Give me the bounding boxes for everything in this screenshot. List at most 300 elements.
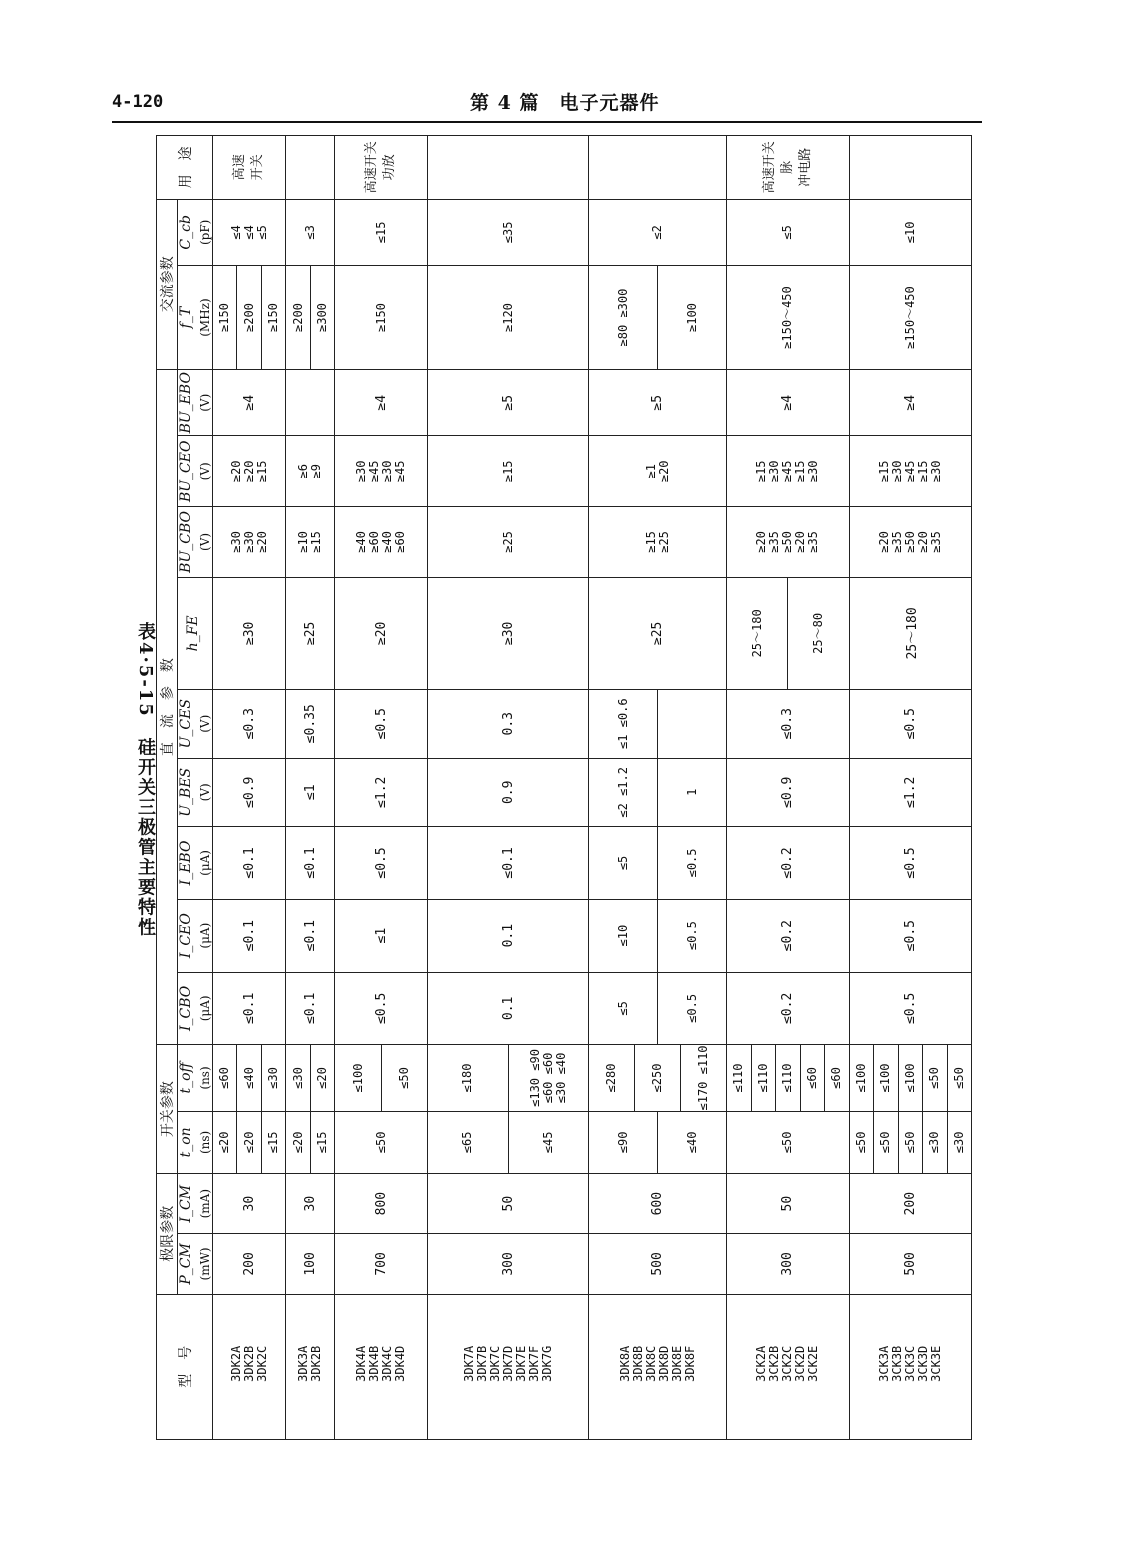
buceo-value: ≥30: [889, 460, 904, 483]
models-value: 3CK3E: [928, 1345, 943, 1382]
toff-cell: [286, 1045, 335, 1111]
ubes-cell: ≤1.2: [849, 758, 971, 827]
usage-heading: 用 途: [157, 136, 213, 200]
column-iebo-heading: [178, 827, 213, 900]
model-cell: [286, 1294, 335, 1439]
dc-params-heading: 直 流 参 数: [157, 369, 178, 1044]
buceo-value: ≥45: [902, 460, 917, 483]
models-value: 3CK3B: [889, 1345, 904, 1382]
ccb-value: ≤35: [500, 221, 515, 244]
pcm-cell: 100: [286, 1234, 335, 1294]
ton-value: ≤20: [290, 1131, 305, 1154]
usage-cell: [588, 136, 726, 200]
bucbo-value: ≥15: [309, 531, 324, 553]
buebo-cell: ≥5: [428, 369, 589, 435]
ft-cell: [335, 266, 428, 370]
ubes-cell: ≤1: [286, 758, 335, 827]
ton-value: ≤90: [615, 1131, 630, 1154]
ubes-cell: ≤0.9: [213, 758, 286, 827]
ft-value: ≥80 ≥300: [615, 288, 630, 347]
icm-unit: (mA): [198, 1188, 212, 1219]
ton-value: ≤20: [236, 1112, 260, 1173]
usage-value: 高速开关脉: [761, 141, 795, 194]
page-title: 第 4 篇 电子元器件: [470, 92, 660, 114]
ubes-value: 1: [657, 759, 726, 827]
buceo-value: ≥30: [928, 460, 943, 483]
toff-unit: (ns): [198, 1066, 212, 1090]
buebo-cell: ≥4: [727, 369, 849, 435]
model-cell: [849, 1294, 971, 1439]
pcm-cell: 300: [727, 1234, 849, 1294]
ton-cell: [849, 1111, 971, 1173]
buceo-cell: [727, 436, 849, 507]
models-value: 3CK3D: [915, 1345, 930, 1382]
toff-cell: [428, 1045, 589, 1111]
bucbo-cell: [335, 507, 428, 578]
table-row: [335, 136, 428, 1440]
buceo-value: ≥45: [393, 460, 408, 483]
header-rule: [112, 121, 982, 123]
hfe-cell: 25～180: [849, 577, 971, 689]
uces-value: ≤1 ≤0.6: [615, 698, 630, 750]
iebo-symbol: I_EBO: [178, 840, 194, 886]
buceo-value: ≥1: [643, 464, 658, 479]
ft-value: ≥150: [261, 266, 285, 369]
bucbo-cell: [213, 507, 286, 578]
ccb-cell: [286, 199, 335, 265]
iceo-cell: 0.1: [428, 899, 589, 972]
models-value: 3DK4B: [367, 1345, 382, 1382]
bucbo-value: ≥35: [928, 531, 943, 553]
ubes-value: ≤2 ≤1.2: [615, 767, 630, 818]
iceo-value: ≤0.5: [657, 900, 726, 972]
pcm-cell: 300: [428, 1234, 589, 1294]
toff-cell: [727, 1045, 849, 1111]
bucbo-value: ≥30: [241, 531, 256, 553]
iceo-cell: ≤0.2: [727, 899, 849, 972]
hfe-cell: ≥25: [286, 577, 335, 689]
icm-cell: 50: [428, 1174, 589, 1234]
bucbo-value: ≥60: [367, 531, 382, 553]
column-iceo-heading: [178, 899, 213, 972]
buceo-cell: [213, 436, 286, 507]
uces-cell: ≤0.3: [213, 689, 286, 758]
ccb-cell: [727, 199, 849, 265]
buceo-symbol: BU_CEO: [178, 440, 194, 503]
iebo-value: ≤5: [615, 855, 630, 871]
models-value: 3DK8A: [617, 1345, 632, 1382]
ccb-unit: (pF): [198, 219, 212, 246]
buceo-cell: [428, 436, 589, 507]
icbo-cell: [588, 972, 726, 1045]
models-value: 3DK8E: [669, 1345, 684, 1382]
toff-cell: [588, 1045, 726, 1111]
hfe-value: 25～180: [749, 609, 764, 658]
bucbo-value: ≥25: [656, 531, 671, 553]
usage-cell: [428, 136, 589, 200]
icm-cell: 200: [849, 1174, 971, 1234]
models-value: 3CK2E: [806, 1345, 821, 1382]
ccb-symbol: C_cb: [178, 215, 194, 250]
toff-value: ≤20: [310, 1045, 334, 1110]
models-value: 3DK8B: [630, 1345, 645, 1382]
bucbo-value: ≥20: [793, 531, 808, 553]
buebo-cell: ≥4: [335, 369, 428, 435]
iebo-cell: ≤0.1: [213, 827, 286, 900]
column-ubes-heading: [178, 758, 213, 827]
bucbo-value: ≥35: [889, 531, 904, 553]
toff-value: ≤60: [824, 1045, 848, 1110]
column-icm-heading: [178, 1174, 213, 1234]
column-buebo-heading: [178, 369, 213, 435]
buebo-symbol: BU_EBO: [178, 372, 194, 434]
icbo-cell: 0.1: [428, 972, 589, 1045]
ft-cell: [428, 266, 589, 370]
table-row: [849, 136, 971, 1440]
usage-cell: [727, 136, 849, 200]
icm-cell: 50: [727, 1174, 849, 1234]
ton-cell: [428, 1111, 589, 1173]
model-heading: 型 号: [157, 1294, 213, 1439]
buceo-value: ≥20: [228, 460, 243, 483]
column-bucbo-heading: [178, 507, 213, 578]
icm-cell: 600: [588, 1174, 726, 1234]
table-row: [286, 136, 335, 1440]
iceo-cell: ≤0.1: [213, 899, 286, 972]
usage-value: 高速: [232, 154, 248, 181]
toff-cell: [849, 1045, 971, 1111]
iceo-symbol: I_CEO: [178, 913, 194, 959]
column-ft-heading: [178, 266, 213, 370]
bucbo-cell: [849, 507, 971, 578]
buceo-cell: [286, 436, 335, 507]
models-value: 3DK4A: [354, 1345, 369, 1382]
buceo-value: ≥45: [367, 460, 382, 483]
uces-unit: (V): [198, 714, 212, 733]
switch-params-heading: 开关参数: [157, 1045, 178, 1174]
bucbo-cell: [588, 507, 726, 578]
models-value: 3DK2A: [228, 1345, 243, 1382]
ft-value: ≥200: [236, 266, 260, 369]
buceo-cell: [588, 436, 726, 507]
toff-cell: [335, 1045, 428, 1111]
buceo-value: ≥20: [656, 460, 671, 483]
buceo-value: ≥30: [767, 460, 782, 483]
models-value: 3CK2A: [754, 1345, 769, 1382]
hfe-cell: [727, 577, 849, 689]
buceo-value: ≥45: [780, 460, 795, 483]
uces-cell: [588, 689, 726, 758]
usage-value: 功放: [382, 154, 398, 181]
model-cell: [335, 1294, 428, 1439]
bucbo-cell: [286, 507, 335, 578]
column-hfe-heading: [178, 577, 213, 689]
ft-value: ≥200: [290, 303, 305, 332]
iceo-unit: (μA): [198, 922, 212, 949]
buceo-value: ≥9: [309, 464, 324, 479]
model-cell: [727, 1294, 849, 1439]
uces-cell: 0.3: [428, 689, 589, 758]
ccb-cell: [588, 199, 726, 265]
ac-params-heading: 交流参数: [157, 199, 178, 369]
transistor-spec-table: [156, 135, 972, 1440]
iebo-cell: ≤0.2: [727, 827, 849, 900]
usage-cell: [849, 136, 971, 200]
ton-cell: [727, 1111, 849, 1173]
column-ccb-heading: [178, 199, 213, 265]
ton-unit: (ns): [198, 1130, 212, 1155]
limit-params-heading: 极限参数: [157, 1174, 178, 1295]
ubes-cell: ≤1.2: [335, 758, 428, 827]
toff-value: ≤180: [460, 1063, 475, 1093]
toff-value: ≤280: [603, 1063, 618, 1093]
toff-value: ≤110: [751, 1045, 775, 1110]
usage-value: 高速开关: [364, 141, 380, 194]
model-cell: [588, 1294, 726, 1439]
buebo-cell: ≥4: [849, 369, 971, 435]
ccb-value: ≤4: [228, 225, 243, 240]
pcm-symbol: P_CM: [178, 1243, 194, 1285]
uces-value: [657, 690, 726, 758]
usage-cell: [335, 136, 428, 200]
bucbo-value: ≥35: [767, 531, 782, 553]
toff-value: ≤50: [922, 1045, 947, 1110]
toff-value: ≤100: [873, 1045, 898, 1110]
column-ton-heading: [178, 1111, 213, 1173]
ft-value: ≥100: [657, 266, 726, 369]
pcm-unit: (mW): [198, 1247, 212, 1281]
icbo-symbol: I_CBO: [178, 985, 194, 1032]
uces-symbol: U_CES: [178, 699, 194, 749]
buceo-cell: [335, 436, 428, 507]
models-value: 3DK7E: [513, 1345, 528, 1382]
bucbo-value: ≥40: [380, 531, 395, 553]
iebo-cell: ≤0.5: [335, 827, 428, 900]
ccb-cell: [849, 199, 971, 265]
icbo-cell: ≤0.1: [213, 972, 286, 1045]
ccb-cell: [213, 199, 286, 265]
toff-value: ≤40: [236, 1045, 260, 1110]
uces-cell: ≤0.5: [335, 689, 428, 758]
toff-value: ≤250: [634, 1045, 680, 1110]
ton-value: ≤15: [310, 1112, 334, 1173]
ton-value: ≤50: [873, 1112, 898, 1173]
models-value: 3DK7F: [526, 1345, 541, 1382]
ft-cell: [849, 266, 971, 370]
models-value: 3DK8F: [682, 1345, 697, 1382]
pcm-cell: 200: [213, 1234, 286, 1294]
models-value: 3DK2B: [241, 1345, 256, 1382]
iebo-cell: ≤0.5: [849, 827, 971, 900]
models-value: 3CK2C: [780, 1345, 795, 1382]
buceo-value: ≥6: [296, 464, 311, 479]
column-toff-heading: [178, 1045, 213, 1111]
pcm-cell: 500: [588, 1234, 726, 1294]
buceo-value: ≥15: [793, 460, 808, 483]
ton-value: ≤30: [922, 1112, 947, 1173]
bucbo-value: ≥50: [902, 531, 917, 553]
buceo-value: ≥15: [254, 460, 269, 483]
model-cell: [428, 1294, 589, 1439]
toff-value: ≤100: [350, 1063, 365, 1093]
iebo-cell: ≤0.1: [428, 827, 589, 900]
uces-cell: ≤0.5: [849, 689, 971, 758]
models-value: 3DK3A: [296, 1345, 311, 1382]
iceo-cell: [588, 899, 726, 972]
toff-value: ≤50: [947, 1045, 972, 1110]
models-value: 3DK7A: [461, 1345, 476, 1382]
models-value: 3DK2B: [309, 1345, 324, 1382]
ton-symbol: t_on: [178, 1127, 194, 1158]
bucbo-value: ≥20: [254, 531, 269, 553]
bucbo-cell: [727, 507, 849, 578]
bucbo-value: ≥60: [393, 531, 408, 553]
ccb-value: ≤5: [780, 225, 795, 240]
toff-value: ≤60: [217, 1067, 232, 1089]
buebo-cell: ≥4: [213, 369, 286, 435]
buceo-value: ≥30: [380, 460, 395, 483]
hfe-cell: ≥30: [428, 577, 589, 689]
table-row: [727, 136, 849, 1440]
ubes-cell: 0.9: [428, 758, 589, 827]
buceo-value: ≥30: [806, 460, 821, 483]
models-value: 3DK8C: [643, 1345, 658, 1382]
toff-value: ≤50: [381, 1045, 427, 1110]
ton-cell: [213, 1111, 286, 1173]
column-buceo-heading: [178, 436, 213, 507]
buceo-unit: (V): [198, 462, 212, 481]
column-pcm-heading: [178, 1234, 213, 1294]
ubes-cell: [588, 758, 726, 827]
models-value: 3CK3A: [876, 1345, 891, 1382]
bucbo-value: ≥20: [915, 531, 930, 553]
bucbo-value: ≥15: [643, 531, 658, 553]
ton-value: ≤45: [508, 1112, 588, 1173]
icbo-cell: ≤0.2: [727, 972, 849, 1045]
icbo-value: ≤5: [615, 1001, 630, 1016]
pcm-cell: 500: [849, 1234, 971, 1294]
column-uces-heading: [178, 689, 213, 758]
models-value: 3DK7G: [539, 1345, 554, 1382]
iceo-value: ≤10: [615, 924, 630, 947]
uces-cell: ≤0.35: [286, 689, 335, 758]
ton-cell: [286, 1111, 335, 1173]
ccb-value: ≤5: [254, 225, 269, 240]
iceo-cell: ≤1: [335, 899, 428, 972]
buceo-value: ≥15: [754, 460, 769, 483]
ton-value: ≤30: [947, 1112, 972, 1173]
ubes-unit: (V): [198, 783, 212, 802]
buebo-cell: ≥5: [588, 369, 726, 435]
toff-value: ≤170 ≤110: [680, 1045, 726, 1110]
usage-value: 冲电路: [797, 147, 813, 187]
uces-cell: ≤0.3: [727, 689, 849, 758]
toff-value: ≤110: [775, 1045, 799, 1110]
ft-value: ≥150～450: [902, 286, 917, 349]
ft-cell: [213, 266, 286, 370]
pcm-cell: 700: [335, 1234, 428, 1294]
table-caption: 表4·5-15 硅开关三极管主要特性: [135, 622, 156, 938]
buceo-value: ≥30: [354, 460, 369, 483]
hfe-cell: ≥30: [213, 577, 286, 689]
models-value: 3DK8D: [656, 1345, 671, 1382]
models-value: 3DK2C: [254, 1345, 269, 1382]
toff-value: ≤110: [731, 1063, 746, 1093]
toff-value: ≤130 ≤90 ≤60 ≤60 ≤30 ≤40: [508, 1045, 588, 1110]
bucbo-value: ≥40: [354, 531, 369, 553]
ccb-value: ≤4: [241, 225, 256, 240]
icbo-cell: ≤0.1: [286, 972, 335, 1045]
bucbo-value: ≥30: [228, 531, 243, 553]
ton-value: ≤50: [853, 1131, 868, 1154]
iebo-cell: [588, 827, 726, 900]
ccb-value: ≤2: [650, 225, 665, 240]
toff-value: ≤60: [800, 1045, 824, 1110]
buceo-value: ≥15: [500, 460, 515, 483]
ft-value: ≥150～450: [780, 286, 795, 349]
toff-value: ≤30: [290, 1067, 305, 1089]
models-value: 3DK7B: [474, 1345, 489, 1382]
usage-value: 开关: [250, 154, 266, 181]
model-cell: [213, 1294, 286, 1439]
buceo-value: ≥15: [876, 460, 891, 483]
bucbo-value: ≥25: [500, 531, 515, 553]
ubes-cell: ≤0.9: [727, 758, 849, 827]
bucbo-value: ≥20: [754, 531, 769, 553]
models-value: 3CK3C: [902, 1345, 917, 1382]
ft-symbol: f_T: [178, 306, 194, 329]
models-value: 3CK2D: [793, 1345, 808, 1382]
iebo-unit: (μA): [198, 850, 212, 876]
toff-cell: [213, 1045, 286, 1111]
ton-value: ≤15: [261, 1112, 285, 1173]
ccb-value: ≤3: [302, 225, 317, 240]
ton-value: ≤20: [217, 1131, 232, 1154]
usage-cell: [286, 136, 335, 200]
iceo-cell: ≤0.1: [286, 899, 335, 972]
ft-value: ≥150: [217, 303, 232, 332]
hfe-cell: ≥20: [335, 577, 428, 689]
bucbo-value: ≥20: [876, 531, 891, 553]
column-symbols-row: [178, 136, 213, 1440]
ton-cell: [335, 1111, 428, 1173]
page-header: [0, 0, 1138, 130]
ft-cell: [588, 266, 726, 370]
icbo-cell: ≤0.5: [849, 972, 971, 1045]
bucbo-unit: (V): [198, 532, 212, 551]
ft-cell: [286, 266, 335, 370]
usage-cell: [213, 136, 286, 200]
ccb-cell: [428, 199, 589, 265]
icbo-cell: ≤0.5: [335, 972, 428, 1045]
bucbo-value: ≥35: [806, 531, 821, 553]
ton-cell: [588, 1111, 726, 1173]
iceo-cell: ≤0.5: [849, 899, 971, 972]
models-value: 3CK2B: [767, 1345, 782, 1382]
ft-unit: (MHz): [198, 298, 212, 337]
buebo-unit: (V): [198, 393, 212, 412]
buebo-cell: [286, 369, 335, 435]
models-value: 3DK4C: [380, 1345, 395, 1382]
hfe-symbol: h_FE: [185, 615, 201, 652]
icm-symbol: I_CM: [178, 1184, 194, 1223]
table-row: [428, 136, 589, 1440]
ton-value: ≤50: [373, 1131, 388, 1154]
bucbo-cell: [428, 507, 589, 578]
icbo-unit: (μA): [198, 995, 212, 1022]
ft-value: ≥120: [500, 303, 515, 332]
icm-cell: 30: [286, 1174, 335, 1234]
